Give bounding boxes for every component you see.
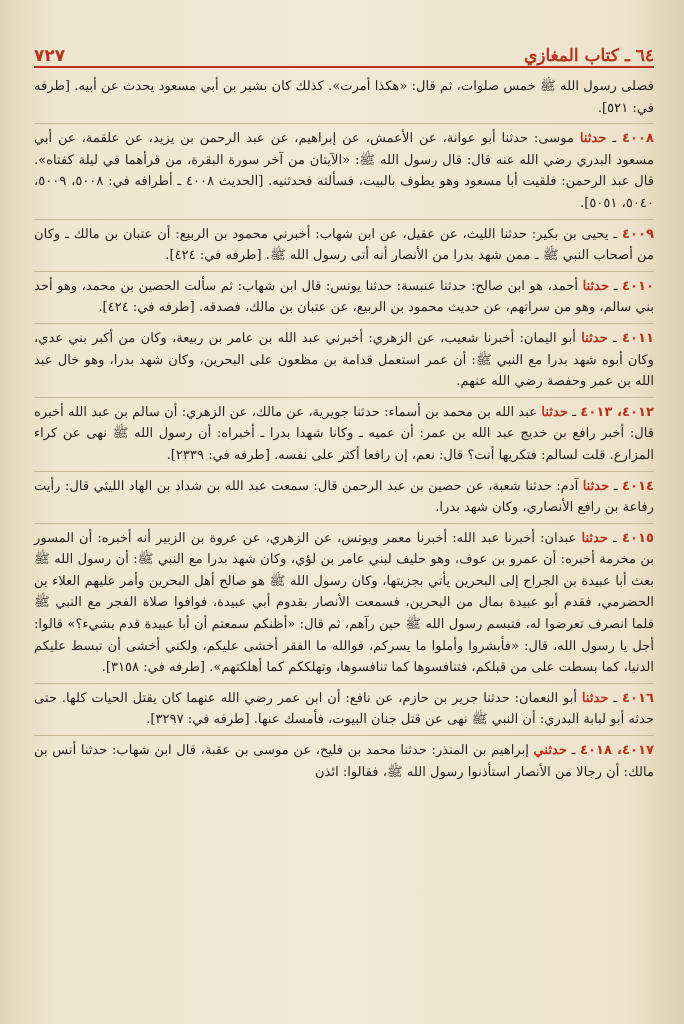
narration-keyword: حدثنا — [541, 404, 568, 420]
hadith-paragraph: ٤٠١٥ ـ حدثنا عبدان: أخبرنا عبد الله: أخبرنا معمر ويونس، عن الزهري، عن عروة بن الزبير أنه أخبره: أن المسور بن مخرمة أخبره: أن عمرو بن عوف، وهو حليف لبني عامر بن لؤي، وكان شهد بدرا مع النبي ﷺ: أن رسول الله ﷺ بعث أبا عبيدة بن الجراح إلى البحرين يأتي بجزيتها، وكان رسول الله ﷺ هو صالح أهل البحرين وأمر عليهم العلاء بن الحضرمي، فقدم أبو عبيدة بمال من البحرين، فسمعت الأنصار بقدوم أبي عبيدة، فوافوا صلاة الفجر مع النبي ﷺ فلما انصرف تعرضوا له، فتبسم رسول الله ﷺ حين رآهم، ثم قال: «أظنكم سمعتم أن أبا عبيدة قدم بشيء؟» قالوا: أجل يا رسول الله، قال: «فأبشروا وأملوا ما يسركم، فوالله ما الفقر أخشى عليكم، ولكني أخشى أن تبسط عليكم الدنيا، كما بسطت على من قبلكم، فتنافسوها كما تنافسوها، وتهلككم كما أهلكتهم». [طرفه في: ٣١٥٨]. — [34, 530, 654, 676]
hadith-paragraph: ٤٠١٠ ـ حدثنا أحمد، هو ابن صالح: حدثنا عنبسة: حدثنا يونس: قال ابن شهاب: ثم سألت الحصين بن محمد، وهو أحد بني سالم، وهو من سراتهم، عن حديث محمود بن الربيع، عن عتبان بن مالك، فصدقه. [طرفه في: ٤٢٤]. — [34, 278, 654, 316]
hadith-paragraph: ٤٠٠٩ ـ يحيى بن بكير: حدثنا الليث، عن عقيل، عن ابن شهاب: أخبرني محمود بن الربيع: أن عتبان بن مالك ـ وكان من أصحاب النبي ﷺ ـ ممن شهد بدرا من الأنصار أنه أتى رسول الله ﷺ. [طرفه في: ٤٢٤]. — [34, 226, 654, 264]
hadith-number: ٤٠١٤ — [622, 478, 654, 494]
hadith-text: عبد الله بن محمد بن أسماء: حدثنا جويرية، عن مالك، عن الزهري: أن سالم بن عبد الله أخبره قال: أخبر رافع بن خديج عبد الله بن عمر: أن عميه ـ وكانا شهدا بدرا ـ أخبراه: أن رسول الله ﷺ نهى عن كراء المزارع. قلت لسالم: فتكريها أنت؟ قال: نعم، إن رافعا أكثر على نفسه. [طرفه في: ٢٣٣٩]. — [34, 404, 654, 463]
hadith-text: آدم: حدثنا شعبة، عن حصين بن عبد الرحمن قال: سمعت عبد الله بن شداد بن الهاد الليثي قال: رأيت رفاعة بن رافع الأنصاري، وكان شهد بدرا. — [34, 478, 654, 516]
hadith-number: ٤٠٠٩ — [622, 226, 654, 242]
page-body — [34, 76, 654, 787]
narration-keyword: حدثنا — [579, 131, 607, 147]
hadith-paragraph: ٤٠١١ ـ حدثنا أبو اليمان: أخبرنا شعيب، عن الزهري: أخبرني عبد الله بن عامر بن ربيعة، وكان من أكبر بني عدي، وكان أبوه شهد بدرا مع النبي ﷺ: أن عمر استعمل قدامة بن مظعون على البحرين، وكان شهد بدرا، وهو خال عبد الله بن عمر وحفصة رضي الله عنهم. — [34, 330, 654, 390]
hadith-text: إبراهيم بن المنذر: حدثنا محمد بن فليح، عن موسى بن عقبة، قال ابن شهاب: حدثنا أنس بن مالك: أن رجالا من الأنصار استأذنوا رسول الله ﷺ، فقالوا: ائذن — [34, 743, 654, 780]
hadith-text: أبو اليمان: أخبرنا شعيب، عن الزهري: أخبرني عبد الله بن عامر بن ربيعة، وكان من أكبر بني عدي، وكان أبوه شهد بدرا مع النبي ﷺ: أن عمر استعمل قدامة بن مظعون على البحرين، وكان شهد بدرا، وهو خال عبد الله بن عمر وحفصة رضي الله عنهم. — [34, 330, 654, 390]
hadith-number: ٤٠١٢، ٤٠١٣ — [580, 404, 654, 420]
hadith-paragraph — [34, 76, 654, 119]
hadith-paragraph: ٤٠١٢، ٤٠١٣ ـ حدثنا عبد الله بن محمد بن أسماء: حدثنا جويرية، عن مالك، عن الزهري: أن سالم بن عبد الله أخبره قال: أخبر رافع بن خديج عبد الله بن عمر: أن عميه ـ وكانا شهدا بدرا ـ أخبراه: أن رسول الله ﷺ نهى عن كراء المزارع. قلت لسالم: فتكريها أنت؟ قال: نعم، إن رافعا أكثر على نفسه. [طرفه في: ٢٣٣٩]. — [34, 404, 654, 463]
hadith-paragraph: ٤٠٠٨ ـ حدثنا موسى: حدثنا أبو عوانة، عن الأعمش، عن إبراهيم، عن عبد الرحمن بن يزيد، عن علقمة، عن أبي مسعود البدري رضي الله عنه قال: قال رسول الله ﷺ: «الآيتان من آخر سورة البقرة، من قرأهما في ليلة كفتاه». قال عبد الرحمن: فلقيت أبا مسعود وهو يطوف بالبيت، فسألته فحدثنيه. [الحديث ٤٠٠٨ ـ أطرافه في: ٥٠٠٨، ٥٠٠٩، ٥٠٤٠، ٥٠٥١]. — [34, 131, 655, 211]
hadith-paragraph: ٤٠١٧، ٤٠١٨ ـ حدثني إبراهيم بن المنذر: حدثنا محمد بن فليح، عن موسى بن عقبة، قال ابن شهاب: حدثنا أنس بن مالك: أن رجالا من الأنصار استأذنوا رسول الله ﷺ، فقالوا: ائذن — [34, 743, 654, 780]
hadith-paragraph: ٤٠١٦ ـ حدثنا أبو النعمان: حدثنا جرير بن حازم، عن نافع: أن ابن عمر رضي الله عنهما كان يقتل الحيات كلها. حتى حدثه أبو لبابة البدري: أن النبي ﷺ نهى عن قتل جنان البيوت، فأمسك عنها. [طرفه في: ٣٢٩٧]. — [34, 690, 654, 728]
narration-keyword: حدثنا — [582, 278, 610, 294]
hadith-text: أبو النعمان: حدثنا جرير بن حازم، عن نافع: أن ابن عمر رضي الله عنهما كان يقتل الحيات كلها. حتى حدثه أبو لبابة البدري: أن النبي ﷺ نهى عن قتل جنان البيوت، فأمسك عنها. [طرفه في: ٣٢٩٧]. — [34, 690, 654, 728]
hadith-number: ٤٠٠٨ — [622, 131, 654, 147]
hadith-number: ٤٠١٧، ٤٠١٨ — [580, 743, 654, 759]
hadith-text: أحمد، هو ابن صالح: حدثنا عنبسة: حدثنا يونس: قال ابن شهاب: ثم سألت الحصين بن محمد، وهو أحد بني سالم، وهو من سراتهم، عن حديث محمود بن الربيع، عن عتبان بن مالك، فصدقه. [طرفه في: ٤٢٤]. — [34, 278, 654, 316]
chapter-title: ٦٤ ـ كتاب المغازي — [523, 46, 654, 66]
hadith-number: ٤٠١١ — [622, 330, 654, 346]
hadith-number: ٤٠١٠ — [622, 278, 654, 294]
paragraph-divider — [34, 523, 654, 524]
hadith-number: ٤٠١٦ — [622, 690, 654, 706]
hadith-number: ٤٠١٥ — [622, 530, 654, 546]
page-number: ٧٢٧ — [34, 46, 66, 66]
hadith-text: موسى: حدثنا أبو عوانة، عن الأعمش، عن إبراهيم، عن عبد الرحمن بن يزيد، عن علقمة، عن أبي مسعود البدري رضي الله عنه قال: قال رسول الله ﷺ: «الآيتان من آخر سورة البقرة، من قرأهما في ليلة كفتاه». قال عبد الرحمن: فلقيت أبا مسعود وهو يطوف بالبيت، فسألته فحدثنيه. [الحديث ٤٠٠٨ ـ أطرافه في: ٥٠٠٨، ٥٠٠٩، ٥٠٤٠، ٥٠٥١]. — [34, 131, 655, 211]
paragraph-divider — [34, 271, 654, 272]
paragraph-divider — [34, 323, 654, 324]
hadith-text: عبدان: أخبرنا عبد الله: أخبرنا معمر ويونس، عن الزهري، عن عروة بن الزبير أنه أخبره: أن المسور بن مخرمة أخبره: أن عمرو بن عوف، وهو حليف لبني عامر بن لؤي، وكان شهد بدرا مع النبي ﷺ: أن رسول الله ﷺ بعث أبا عبيدة بن الجراح إلى البحرين يأتي بجزيتها، وكان رسول الله ﷺ هو صالح أهل البحرين وأمر عليهم العلاء بن الحضرمي، فقدم أبو عبيدة بمال من البحرين، فسمعت الأنصار بقدوم أبي عبيدة، فوافوا صلاة الفجر مع النبي ﷺ فلما انصرف تعرضوا له، فتبسم رسول الله ﷺ حين رآهم، ثم قال: «أظنكم سمعتم أن أبا عبيدة قدم بشيء؟» قالوا: أجل يا رسول الله، قال: «فأبشروا وأملوا ما يسركم، فوالله ما الفقر أخشى عليكم، ولكني أخشى أن تبسط عليكم الدنيا، كما بسطت على من قبلكم، فتنافسوها كما تنافسوها، وتهلككم كما أهلكتهم». [طرفه في: ٣١٥٨]. — [34, 530, 654, 676]
narration-keyword: حدثنا — [582, 478, 610, 494]
narration-keyword: حدثنا — [581, 690, 609, 706]
narration-keyword: حدثنا — [581, 530, 609, 546]
hadith-paragraph: ٤٠١٤ ـ حدثنا آدم: حدثنا شعبة، عن حصين بن عبد الرحمن قال: سمعت عبد الله بن شداد بن الهاد الليثي قال: رأيت رفاعة بن رافع الأنصاري، وكان شهد بدرا. — [34, 478, 654, 516]
paragraph-divider — [34, 471, 654, 472]
narration-keyword: حدثني — [533, 743, 567, 759]
paragraph-divider — [34, 397, 654, 398]
hadith-text: فصلى رسول الله ﷺ خمس صلوات، ثم قال: «هكذا أمرت». كذلك كان بشير بن أبي مسعود يحدث عن أبيه. [طرفه في: ٥٢١]. — [34, 79, 654, 116]
page-header — [34, 40, 654, 68]
paragraph-divider — [34, 219, 654, 220]
paragraph-divider — [34, 683, 654, 684]
hadith-text: يحيى بن بكير: حدثنا الليث، عن عقيل، عن ابن شهاب: أخبرني محمود بن الربيع: أن عتبان بن مالك ـ وكان من أصحاب النبي ﷺ ـ ممن شهد بدرا من الأنصار أنه أتى رسول الله ﷺ. [طرفه في: ٤٢٤]. — [34, 226, 654, 264]
paragraph-divider — [34, 123, 654, 124]
paragraph-divider — [34, 735, 654, 736]
narration-keyword: حدثنا — [581, 330, 608, 346]
